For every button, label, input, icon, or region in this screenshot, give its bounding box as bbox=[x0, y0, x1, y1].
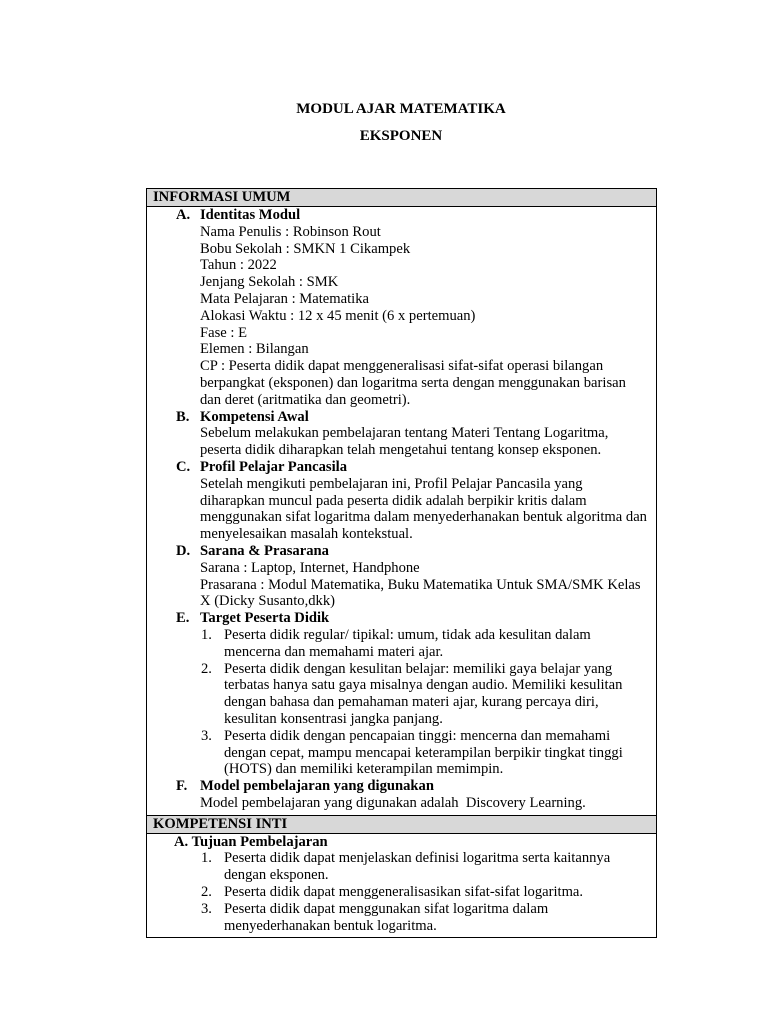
heading-letter: C. bbox=[176, 458, 191, 475]
document-title: MODUL AJAR MATEMATIKA bbox=[296, 101, 506, 117]
list-item-text: Peserta didik dapat menggunakan sifat logaritma dalam menyederhanakan bentuk logaritma. bbox=[224, 900, 549, 934]
heading-text: Sarana & Prasarana bbox=[200, 542, 329, 559]
list-item-text: Peserta didik dapat menjelaskan definisi logaritma serta kaitannya dengan eksponen. bbox=[224, 850, 611, 884]
heading-text: Kompetensi Awal bbox=[200, 408, 309, 425]
school-line-text: Sekolah : SMKN 1 Cikampek bbox=[235, 240, 411, 257]
heading-text: Target Peserta Didik bbox=[200, 610, 330, 627]
subject-line: Mata Pelajaran : Matematika bbox=[200, 290, 369, 307]
phase-line: Fase : E bbox=[200, 324, 248, 341]
module-table bbox=[146, 188, 657, 938]
cp-paragraph: CP : Peserta didik dapat menggeneralisasi sifat-sifat operasi bilangan berpangkat (eksponen) dan logaritma serta dengan menggunakan barisan dan deret (aritmatika dan geometri). bbox=[200, 358, 626, 408]
element-line: Elemen : Bilangan bbox=[200, 341, 309, 358]
list-item-number: 2. bbox=[201, 660, 212, 677]
list-item-text: Peserta didik dapat menggeneralisasikan sifat-sifat logaritma. bbox=[224, 884, 584, 901]
document-subtitle: EKSPONEN bbox=[359, 128, 443, 144]
author-line: Nama Penulis : Robinson Rout bbox=[200, 223, 381, 240]
list-item-text: Peserta didik dengan pencapaian tinggi: mencerna dan memahami dengan cepat, mampu mencapai keterampilan berpikir tingkat tinggi (HOTS) dan memiliki keterampilan memimpin. bbox=[224, 727, 623, 778]
list-item-number: 3. bbox=[201, 900, 212, 917]
section-body-kompetensi-inti bbox=[147, 834, 656, 938]
list-item bbox=[147, 728, 656, 778]
heading-identitas-modul bbox=[147, 207, 656, 224]
prasarana-paragraph: Prasarana : Modul Matematika, Buku Matematika Untuk SMA/SMK Kelas X (Dicky Susanto,dkk) bbox=[200, 576, 641, 610]
heading-target-peserta-didik bbox=[147, 610, 656, 627]
heading-sarana-prasarana bbox=[147, 543, 656, 560]
time-allocation-line: Alokasi Waktu : 12 x 45 menit (6 x pertemuan) bbox=[200, 307, 476, 324]
heading-tujuan-pembelajaran: A. Tujuan Pembelajaran bbox=[174, 833, 328, 850]
model-pembelajaran-line: Model pembelajaran yang digunakan adalah Discovery Learning. bbox=[200, 794, 586, 811]
list-item bbox=[147, 850, 656, 884]
list-item-number: 1. bbox=[201, 850, 212, 867]
heading-letter: B. bbox=[176, 408, 190, 425]
list-item bbox=[147, 884, 656, 901]
heading-text: Profil Pelajar Pancasila bbox=[200, 458, 347, 475]
list-item-text: Peserta didik dengan kesulitan belajar: memiliki gaya belajar yang terbatas hanya satu gaya misalnya dengan audio. Memiliki kesulitan dengan bahasa dan pemahaman materi ajar, kurang percaya diri, kesulitan konsentrasi jangka panjang. bbox=[224, 660, 623, 727]
heading-letter: E. bbox=[176, 610, 190, 627]
heading-letter: D. bbox=[176, 542, 191, 559]
list-item-number: 3. bbox=[201, 727, 212, 744]
heading-text: Model pembelajaran yang digunakan bbox=[200, 778, 434, 795]
heading-profil-pelajar-pancasila bbox=[147, 459, 656, 476]
heading-text: Identitas Modul bbox=[200, 207, 301, 223]
school-line bbox=[147, 241, 656, 258]
list-item-text: Peserta didik regular/ tipikal: umum, tidak ada kesulitan dalam mencerna dan memahami materi ajar. bbox=[224, 626, 591, 660]
kompetensi-awal-paragraph: Sebelum melakukan pembelajaran tentang Materi Tentang Logaritma, peserta didik diharapkan telah mengetahui tentang konsep eksponen. bbox=[200, 425, 609, 459]
school-line-prefix: Bobu bbox=[200, 240, 232, 257]
list-item bbox=[147, 627, 656, 661]
list-item bbox=[147, 661, 656, 728]
heading-model-pembelajaran bbox=[147, 778, 656, 795]
list-item bbox=[147, 901, 656, 935]
school-level-line: Jenjang Sekolah : SMK bbox=[200, 274, 339, 291]
section-header-informasi-umum: INFORMASI UMUM bbox=[147, 189, 656, 207]
list-item-number: 1. bbox=[201, 626, 212, 643]
year-line: Tahun : 2022 bbox=[200, 257, 277, 274]
profil-pelajar-paragraph: Setelah mengikuti pembelajaran ini, Profil Pelajar Pancasila yang diharapkan muncul pada peserta didik adalah berpikir kritis dalam menggunakan sifat logaritma dalam menyederhanakan bentuk algoritma dan menyelesaikan masalah kontekstual. bbox=[200, 475, 647, 543]
heading-letter: F. bbox=[176, 778, 188, 795]
section-header-kompetensi-inti: KOMPETENSI INTI bbox=[147, 815, 656, 834]
heading-kompetensi-awal bbox=[147, 409, 656, 426]
section-body-informasi-umum bbox=[147, 207, 656, 815]
list-item-number: 2. bbox=[201, 884, 212, 901]
sarana-line: Sarana : Laptop, Internet, Handphone bbox=[200, 559, 420, 576]
heading-letter: A. bbox=[176, 207, 191, 223]
